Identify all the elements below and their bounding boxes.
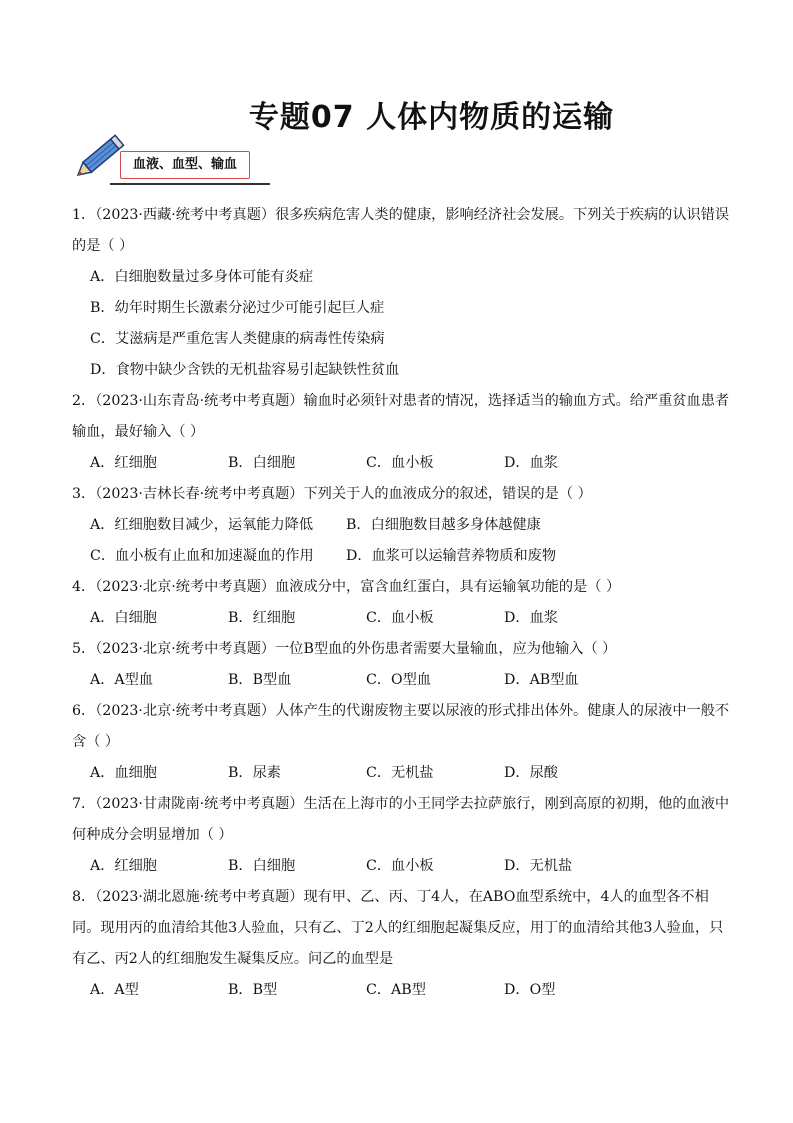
option-d: D．血浆可以运输营养物质和废物	[346, 548, 557, 564]
option-a: A．红细胞	[90, 858, 157, 874]
option-b: B．白细胞	[228, 455, 296, 471]
question-5	[72, 634, 732, 696]
question-stem: 4．（2023·北京·统考中考真题）血液成分中，富含血红蛋白，具有运输氧功能的是（ ）	[72, 579, 621, 595]
question-6	[72, 696, 732, 789]
option-c: C．O型血	[366, 672, 432, 688]
question-stem: 6．（2023·北京·统考中考真题）人体产生的代谢废物主要以尿液的形式排出体外。健康人的尿液中一般不含（ ）	[72, 703, 730, 750]
option-b: B．白细胞数目越多身体越健康	[346, 517, 541, 533]
option-a: A．红细胞数目减少，运氧能力降低	[90, 517, 314, 533]
option-a: A．血细胞	[90, 765, 157, 781]
option-a: A．红细胞	[90, 455, 157, 471]
option-c: C．AB型	[366, 982, 426, 998]
option-d: D．血浆	[504, 455, 558, 471]
option-b: B．B型	[228, 982, 278, 998]
option-a: A．白细胞数量过多身体可能有炎症	[90, 269, 314, 285]
option-d: D．尿酸	[504, 765, 558, 781]
option-row	[72, 448, 732, 479]
option-a: A．A型	[90, 982, 139, 998]
question-4	[72, 572, 732, 634]
option-row	[72, 510, 732, 541]
option-d: D．AB型血	[504, 672, 579, 688]
option-b: B．红细胞	[228, 610, 296, 626]
option-d: D．食物中缺少含铁的无机盐容易引起缺铁性贫血	[90, 362, 400, 378]
option-d: D．O型	[504, 982, 556, 998]
question-stem: 5．（2023·北京·统考中考真题）一位B型血的外伤患者需要大量输血，应为他输入（ ）	[72, 641, 617, 657]
option-d: D．血浆	[504, 610, 558, 626]
option-row	[72, 603, 732, 634]
page-title: 专题07 人体内物质的运输	[248, 100, 615, 135]
option-a: A．白细胞	[90, 610, 157, 626]
question-1	[72, 200, 732, 386]
question-3	[72, 479, 732, 572]
option-b: B．尿素	[228, 765, 281, 781]
option-c: C．血小板	[366, 455, 434, 471]
option-row	[72, 541, 732, 572]
question-2	[72, 386, 732, 479]
option-a: A．A型血	[90, 672, 154, 688]
section-underline	[110, 183, 270, 185]
question-stem: 7．（2023·甘肃陇南·统考中考真题）生活在上海市的小王同学去拉萨旅行，刚到高原的初期，他的血液中何种成分会明显增加（ ）	[72, 796, 730, 843]
option-c: C．血小板有止血和加速凝血的作用	[90, 548, 314, 564]
option-c: C．血小板	[366, 858, 434, 874]
question-7	[72, 789, 732, 882]
question-8	[72, 882, 732, 1006]
option-row	[72, 758, 732, 789]
option-row	[72, 851, 732, 882]
question-stem: 2．（2023·山东青岛·统考中考真题）输血时必须针对患者的情况，选择适当的输血方式。给严重贫血患者输血，最好输入（ ）	[72, 393, 730, 440]
option-b: B．B型血	[228, 672, 292, 688]
question-list	[72, 200, 732, 1006]
section-label: 血液、血型、输血	[120, 151, 250, 179]
option-b: B．白细胞	[228, 858, 296, 874]
option-row	[72, 975, 732, 1006]
question-stem: 1．（2023·西藏·统考中考真题）很多疾病危害人类的健康，影响经济社会发展。下列关于疾病的认识错误的是（ ）	[72, 207, 730, 254]
option-c: C．艾滋病是严重危害人类健康的病毒性传染病	[90, 331, 385, 347]
question-stem: 3．（2023·吉林长春·统考中考真题）下列关于人的血液成分的叙述，错误的是（ ）	[72, 486, 592, 502]
option-d: D．无机盐	[504, 858, 573, 874]
option-b: B．幼年时期生长激素分泌过少可能引起巨人症	[90, 300, 385, 316]
option-c: C．血小板	[366, 610, 434, 626]
option-row	[72, 665, 732, 696]
question-stem: 8．（2023·湖北恩施·统考中考真题）现有甲、乙、丙、丁4人，在ABO血型系统中，4人的血型各不相同。现用丙的血清给其他3人验血，只有乙、丁2人的红细胞起凝集反应，用丁的血清给其他3人验血，只有乙、丙2人的红细胞发生凝集反应。问乙的血型是	[72, 889, 724, 967]
option-c: C．无机盐	[366, 765, 434, 781]
